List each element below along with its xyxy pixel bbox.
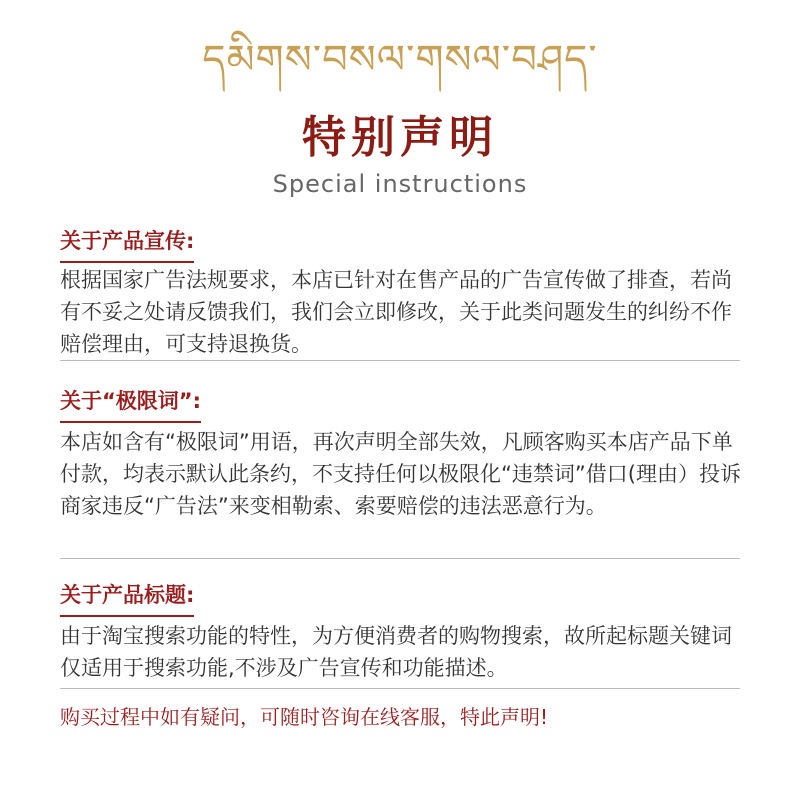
- tibetan-title: དམིགས་བསལ་གསལ་བཤད་: [202, 37, 598, 83]
- section-heading-extreme-words: 关于“极限词”:: [60, 386, 201, 423]
- section-divider: [60, 558, 740, 559]
- page-title: 特别声明: [302, 112, 498, 163]
- section-body-product-title: 由于淘宝搜索功能的特性，为方便消费者的购物搜索，故所起标题关键词仅适用于搜索功能,不涉及广告宣传和功能描述。: [60, 624, 732, 680]
- section-body-promotion: 根据国家广告法规要求，本店已针对在售产品的广告宣传做了排查，若尚有不妥之处请反馈我们，我们会立即修改，关于此类问题发生的纠纷不作赔偿理由，可支持退换货。: [60, 268, 732, 356]
- section-heading-product-title: 关于产品标题:: [60, 580, 194, 617]
- footer-note: 购买过程中如有疑问，可随时咨询在线客服，特此声明!: [60, 705, 549, 729]
- page-subtitle: Special instructions: [272, 170, 528, 198]
- section-divider: [60, 688, 740, 689]
- section-heading-promotion: 关于产品宣传:: [60, 226, 194, 263]
- section-body-extreme-words: 本店如含有“极限词”用语，再次声明全部失效，凡顾客购买本店产品下单付款，均表示默认此条约，不支持任何以极限化“违禁词”借口(理由）投诉商家违反“广告法”来变相勒索、索要赔偿的违法恶意行为。: [60, 430, 741, 518]
- section-divider: [60, 360, 740, 361]
